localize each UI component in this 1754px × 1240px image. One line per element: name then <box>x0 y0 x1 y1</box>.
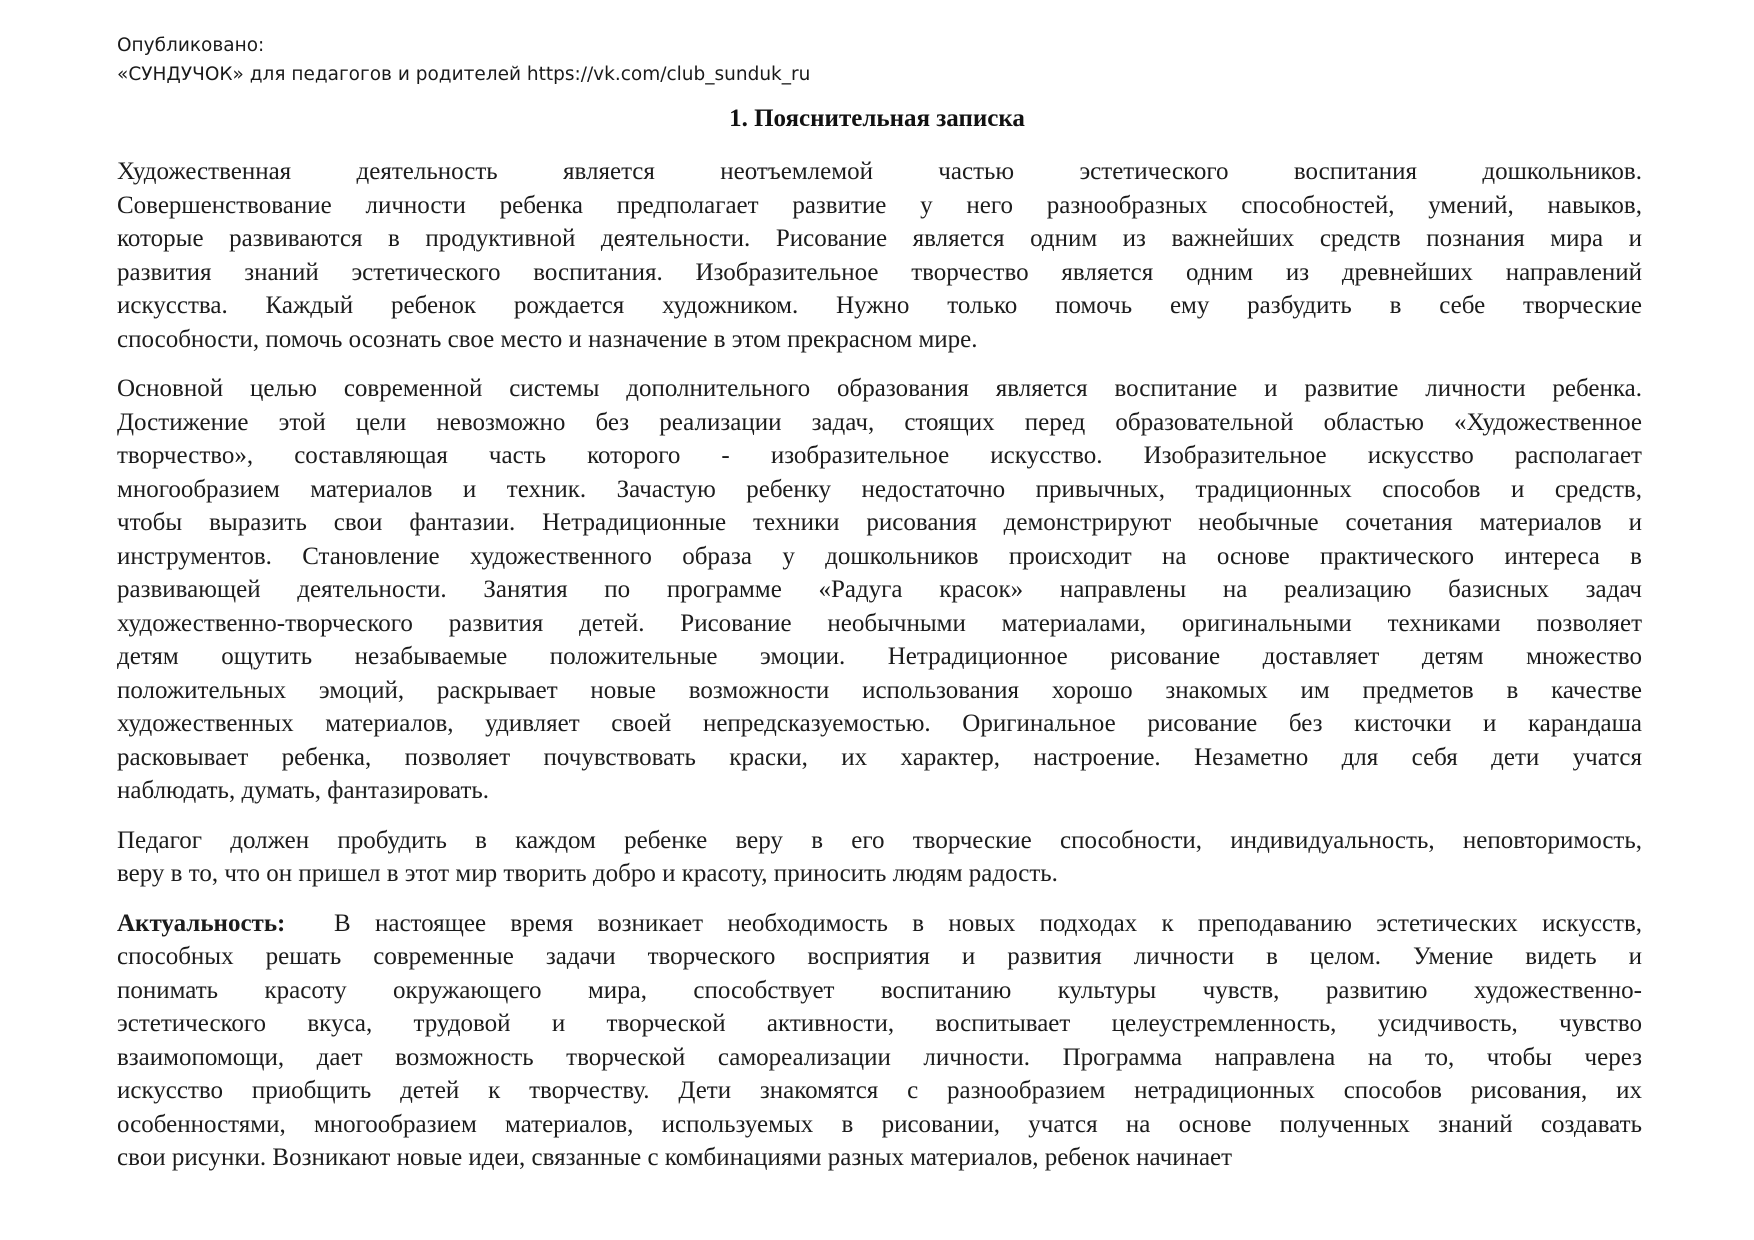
paragraph-line: чтобы выразить свои фантазии. Нетрадиционные техники рисования демонстрируют необычные сочетания материалов и <box>117 509 1642 536</box>
paragraph-line: художественно-творческого развития детей. Рисование необычными материалами, оригинальными техниками позволяет <box>117 609 1642 637</box>
paragraph-line: расковывает ребенка, позволяет почувствовать краски, их характер, настроение. Незаметно для себя дети учатся <box>117 743 1642 771</box>
section-title: 1. Пояснительная записка <box>729 105 1025 132</box>
paragraph-line: свои рисунки. Возникают новые идеи, связанные с комбинациями разных материалов, ребенок начинает <box>117 1144 1233 1171</box>
relevance-heading: Актуальность: <box>117 909 286 937</box>
paragraph-line: понимать красоту окружающего мира, способствует воспитанию культуры чувств, развитию художественно- <box>117 976 1642 1004</box>
paragraph-line: эстетического вкуса, трудовой и творческой активности, воспитывает целеустремленность, усидчивость, чувство <box>117 1010 1642 1037</box>
relevance-first-line: В настоящее время возникает необходимость в новых подходах к преподаванию эстетических искусств, <box>334 909 1643 937</box>
paragraph-relevance <box>117 907 1642 1175</box>
paragraph-line: которые развиваются в продуктивной деятельности. Рисование является одним из важнейших средств познания мира и <box>117 225 1642 252</box>
published-label: Опубликовано: <box>117 35 265 56</box>
paragraph-line: творчество», составляющая часть которого - изобразительное искусство. Изобразительное искусство располагает <box>117 442 1642 469</box>
paragraph-line: особенностями, многообразием материалов, используемых в рисовании, учатся на основе полученных знаний создавать <box>117 1110 1642 1138</box>
paragraph-line: Совершенствование личности ребенка предполагает развитие у него разнообразных способностей, умений, навыков, <box>117 191 1642 219</box>
paragraph-line: способных решать современные задачи творческого восприятия и развития личности в целом. Умение видеть и <box>117 943 1642 970</box>
paragraph-line: Педагог должен пробудить в каждом ребенке веру в его творческие способности, индивидуальность, неповторимость, <box>117 826 1642 854</box>
paragraph-line: наблюдать, думать, фантазировать. <box>117 777 490 804</box>
paragraph-intro <box>117 155 1642 356</box>
document-body <box>117 155 1642 1191</box>
paragraph-line: способности, помочь осознать свое место и назначение в этом прекрасном мире. <box>117 325 978 353</box>
paragraph-line: Достижение этой цели невозможно без реализации задач, стоящих перед образовательной областью «Художественное <box>117 408 1642 436</box>
paragraph-line: искусство приобщить детей к творчеству. Дети знакомятся с разнообразием нетрадиционных способов рисования, их <box>117 1077 1642 1104</box>
paragraph-line: взаимопомощи, дает возможность творческой самореализации личности. Программа направлена на то, чтобы через <box>117 1043 1642 1071</box>
paragraph-line: детям ощутить незабываемые положительные эмоции. Нетрадиционное рисование доставляет детям множество <box>117 643 1642 670</box>
paragraph-line <box>117 907 1642 941</box>
paragraph-teacher <box>117 824 1642 891</box>
paragraph-line: искусства. Каждый ребенок рождается художником. Нужно только помочь ему разбудить в себе творческие <box>117 292 1642 319</box>
publisher-line: «СУНДУЧОК» для педагогов и родителей https://vk.com/club_sunduk_ru <box>117 64 811 85</box>
paragraph-line: веру в то, что он пришел в этот мир творить добро и красоту, приносить людям радость. <box>117 860 1058 887</box>
paragraph-line: развития знаний эстетического воспитания. Изобразительное творчество является одним из древнейших направлений <box>117 258 1642 286</box>
paragraph-line: Художественная деятельность является неотъемлемой частью эстетического воспитания дошкольников. <box>117 158 1642 185</box>
paragraph-line: развивающей деятельности. Занятия по программе «Радуга красок» направлены на реализацию базисных задач <box>117 576 1642 603</box>
paragraph-line: Основной целью современной системы дополнительного образования является воспитание и развитие личности ребенка. <box>117 375 1642 402</box>
paragraph-line: положительных эмоций, раскрывает новые возможности использования хорошо знакомых им предметов в качестве <box>117 676 1642 704</box>
publication-header <box>117 31 810 89</box>
paragraph-goal <box>117 372 1642 808</box>
paragraph-line: инструментов. Становление художественного образа у дошкольников происходит на основе практического интереса в <box>117 542 1642 570</box>
paragraph-line: художественных материалов, удивляет своей непредсказуемостью. Оригинальное рисование без кисточки и карандаша <box>117 710 1642 737</box>
paragraph-line: многообразием материалов и техник. Зачастую ребенку недостаточно привычных, традиционных способов и средств, <box>117 475 1642 503</box>
